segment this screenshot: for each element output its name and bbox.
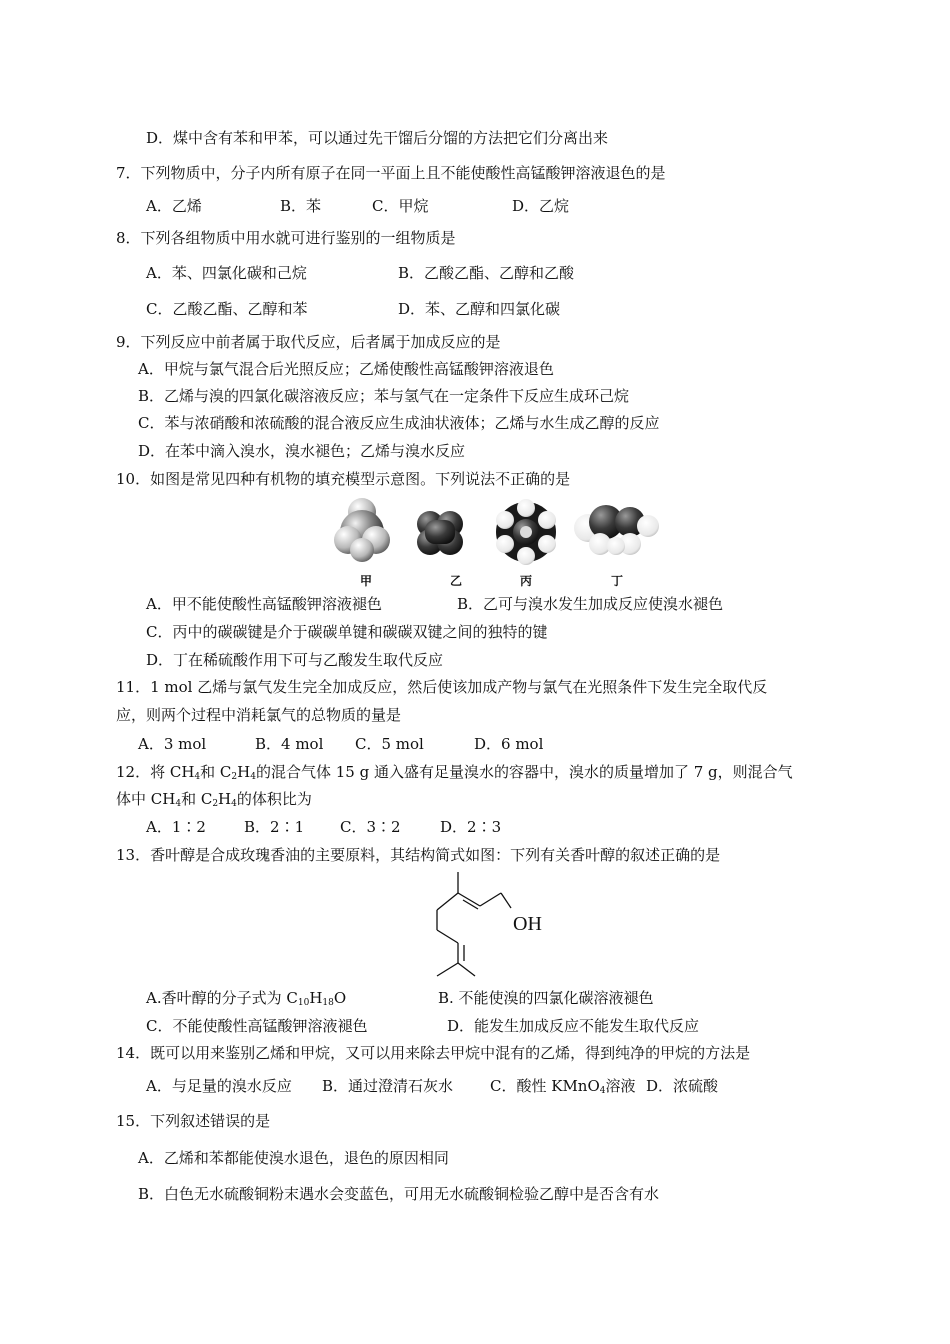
q8-stem: 8．下列各组物质中用水就可进行鉴别的一组物质是 bbox=[116, 229, 456, 247]
q12-option-d: D．2∶3 bbox=[440, 818, 502, 836]
model-label-ding: 丁 bbox=[611, 574, 624, 588]
q14-stem: 14．既可以用来鉴别乙烯和甲烷，又可以用来除去甲烷中混有的乙烯，得到纯净的甲烷的方法是 bbox=[116, 1044, 751, 1062]
q12-stem-line1: 12．将 $CH_4$和 $C_2H_4$的混合气体 15 g 通入盛有足量溴水的容器中，溴水的质量增加了 7 g，则混合气 bbox=[116, 763, 793, 782]
q6-option-d: D．煤中含有苯和甲苯，可以通过先干馏后分馏的方法把它们分离出来 bbox=[146, 129, 609, 147]
q12-stem-line2: 体中 $CH_4$和 $C_2H_4$的体积比为 bbox=[116, 790, 312, 809]
q9-option-c: C．苯与浓硝酸和浓硫酸的混合液反应生成油状液体；乙烯与水生成乙醇的反应 bbox=[138, 414, 660, 432]
q11-stem-line2: 应，则两个过程中消耗氯气的总物质的量是 bbox=[116, 706, 402, 724]
q8-option-b: B．乙酸乙酯、乙醇和乙酸 bbox=[398, 264, 575, 282]
q12-option-b: B．2∶1 bbox=[244, 818, 305, 836]
model-label-yi: 乙 bbox=[450, 574, 463, 588]
q13-stem: 13．香叶醇是合成玫瑰香油的主要原料，其结构简式如图：下列有关香叶醇的叙述正确的是 bbox=[116, 846, 721, 864]
q7-option-a: A．乙烯 bbox=[146, 197, 202, 215]
q11-option-a: A．3 mol bbox=[138, 735, 207, 753]
filling-models-figure bbox=[330, 496, 660, 568]
geraniol-structure bbox=[425, 870, 555, 980]
q11-option-b: B．4 mol bbox=[255, 735, 324, 753]
q15-stem: 15．下列叙述错误的是 bbox=[116, 1112, 271, 1130]
q14-option-a: A．与足量的溴水反应 bbox=[146, 1077, 292, 1095]
q13-option-a: A.香叶醇的分子式为 $C_{10}H_{18}O$ bbox=[146, 989, 347, 1008]
q10-option-d: D．丁在稀硫酸作用下可与乙酸发生取代反应 bbox=[146, 651, 444, 669]
q10-option-b: B．乙可与溴水发生加成反应使溴水褪色 bbox=[457, 595, 724, 613]
q8-option-a: A．苯、四氯化碳和己烷 bbox=[146, 264, 307, 282]
q14-option-c: C．酸性 KMnO$_4$溶液 bbox=[490, 1077, 636, 1096]
q9-option-a: A．甲烷与氯气混合后光照反应；乙烯使酸性高锰酸钾溶液退色 bbox=[138, 360, 554, 378]
q13-option-b: B. 不能使溴的四氯化碳溶液褪色 bbox=[438, 989, 654, 1007]
q12-option-c: C．3∶2 bbox=[340, 818, 401, 836]
q11-option-d: D．6 mol bbox=[474, 735, 544, 753]
q10-option-c: C．丙中的碳碳键是介于碳碳单键和碳碳双键之间的独特的键 bbox=[146, 623, 548, 641]
q13-option-c: C．不能使酸性高锰酸钾溶液褪色 bbox=[146, 1017, 368, 1035]
model-jia bbox=[334, 498, 390, 562]
q7-option-c: C．甲烷 bbox=[372, 197, 429, 215]
model-ding bbox=[574, 505, 659, 555]
q9-option-b: B．乙烯与溴的四氯化碳溶液反应；苯与氢气在一定条件下反应生成环己烷 bbox=[138, 387, 630, 405]
q8-option-d: D．苯、乙醇和四氯化碳 bbox=[398, 300, 561, 318]
q14-option-b: B．通过澄清石灰水 bbox=[322, 1077, 454, 1095]
q14-option-d: D．浓硫酸 bbox=[646, 1077, 719, 1095]
q15-option-b: B．白色无水硫酸铜粉末遇水会变蓝色，可用无水硫酸铜检验乙醇中是否含有水 bbox=[138, 1185, 660, 1203]
model-bing bbox=[496, 499, 556, 565]
q11-stem-line1: 11．1 mol 乙烯与氯气发生完全加成反应，然后使该加成产物与氯气在光照条件下发生完全取代反 bbox=[116, 678, 768, 696]
q10-option-a: A．甲不能使酸性高锰酸钾溶液褪色 bbox=[146, 595, 382, 613]
model-yi bbox=[417, 511, 463, 555]
q9-option-d: D．在苯中滴入溴水，溴水褪色；乙烯与溴水反应 bbox=[138, 442, 466, 460]
q7-stem: 7．下列物质中，分子内所有原子在同一平面上且不能使酸性高锰酸钾溶液退色的是 bbox=[116, 164, 666, 182]
q9-stem: 9．下列反应中前者属于取代反应，后者属于加成反应的是 bbox=[116, 333, 501, 351]
q10-stem: 10．如图是常见四种有机物的填充模型示意图。下列说法不正确的是 bbox=[116, 470, 571, 488]
q12-option-a: A．1∶2 bbox=[146, 818, 206, 836]
q7-option-d: D．乙烷 bbox=[512, 197, 570, 215]
model-label-bing: 丙 bbox=[520, 574, 533, 588]
oh-label: OH bbox=[513, 913, 542, 935]
q13-option-d: D．能发生加成反应不能发生取代反应 bbox=[447, 1017, 700, 1035]
model-label-jia: 甲 bbox=[360, 574, 373, 588]
q15-option-a: A．乙烯和苯都能使溴水退色，退色的原因相同 bbox=[138, 1149, 449, 1167]
q7-option-b: B．苯 bbox=[280, 197, 322, 215]
q11-option-c: C．5 mol bbox=[355, 735, 424, 753]
q8-option-c: C．乙酸乙酯、乙醇和苯 bbox=[146, 300, 308, 318]
